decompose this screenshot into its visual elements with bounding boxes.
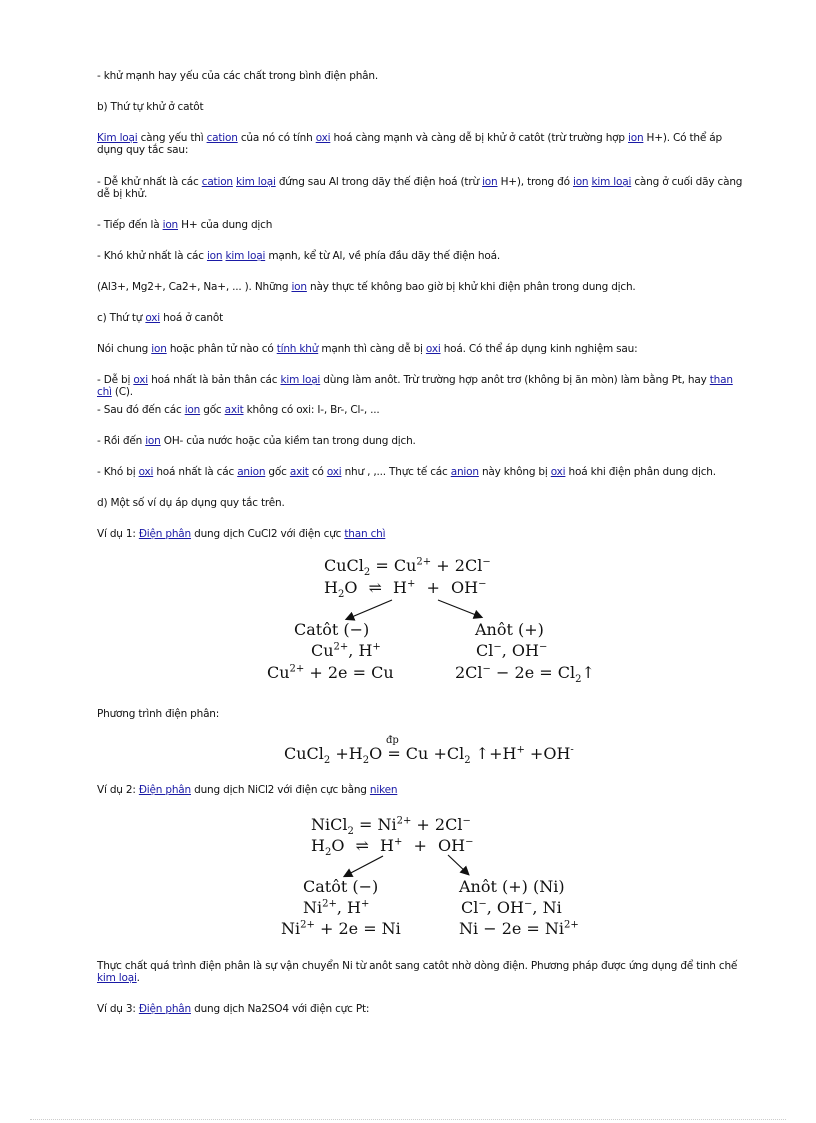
text: , H (336, 898, 361, 917)
text: OH (450, 578, 479, 597)
link-oxi[interactable]: oxi (425, 343, 441, 355)
link-ion[interactable]: ion (162, 219, 179, 231)
text: Ví dụ 1: (97, 528, 139, 540)
paragraph (97, 960, 749, 984)
arrow-to-anode (448, 855, 468, 874)
text: . (136, 972, 140, 984)
text: O (331, 836, 345, 855)
text: + (426, 578, 440, 597)
arrow-to-cathode (347, 600, 392, 619)
text: - khử mạnh hay yếu của các chất trong bình điện phân. (97, 70, 379, 82)
text: dùng làm anôt. Trừ trường hợp anôt trơ (không bị ăn mòn) làm bằng Pt, hay (320, 374, 710, 386)
text: không có oxi: I-, Br-, Cl-, ... (243, 404, 380, 416)
text: này không bị (478, 466, 551, 478)
text: hoá nhất là các (153, 466, 238, 478)
link-anion[interactable]: anion (237, 466, 266, 478)
link-ion[interactable]: ion (145, 435, 161, 447)
equilibrium-arrow: ⇌ (355, 836, 369, 855)
link-oxi[interactable]: oxi (133, 374, 148, 386)
text: Ví dụ 3: (97, 1003, 139, 1015)
text: - Khó bị (97, 466, 139, 478)
page-bottom-divider (30, 1119, 786, 1120)
charge: − (478, 578, 487, 590)
subscript: 2 (362, 755, 370, 767)
arrow-to-anode (438, 600, 481, 617)
link-axit[interactable]: axit (224, 404, 244, 416)
charge: + (407, 578, 416, 590)
text: gốc (200, 404, 225, 416)
charge: 2+ (289, 663, 305, 675)
text: OH (437, 836, 466, 855)
subscript: 2 (363, 567, 371, 579)
text: càng ở cuối dãy càng dễ bị khử. (97, 176, 743, 200)
subscript: 2 (575, 674, 582, 686)
link-oxi[interactable]: oxi (145, 312, 161, 324)
link-niken[interactable]: niken (369, 784, 398, 796)
charge: + (361, 898, 370, 910)
text: hoá nhất là bản thân các (147, 374, 281, 386)
text: NiCl (311, 815, 348, 834)
link-kim-loai[interactable]: kim loại (591, 176, 632, 188)
subscript: 2 (464, 755, 471, 767)
text: dung dịch NiCl2 với điện cực bằng (190, 784, 370, 796)
text: Ni (377, 815, 397, 834)
text: đứng sau Al trong dãy thế điện hoá (trừ (275, 176, 483, 188)
text: này thực tế không bao giờ bị khử khi điện phân trong dung dịch. (306, 281, 636, 293)
text: + (413, 836, 427, 855)
text: dung dịch Na2SO4 với điện cực Pt: (190, 1003, 370, 1015)
link-ion[interactable]: ion (184, 404, 201, 416)
text: ↑+H (470, 744, 517, 763)
text: H (393, 578, 407, 597)
text: như , ,... Thực tế các (341, 466, 451, 478)
link-ion[interactable]: ion (291, 281, 307, 293)
text: H+), trong đó (497, 176, 573, 188)
label-dp: đp (386, 735, 399, 746)
text: + 2e = Cu (304, 663, 394, 682)
link-cation[interactable]: cation (206, 132, 238, 144)
charge: 2+ (322, 898, 337, 910)
link-anion[interactable]: anion (450, 466, 479, 478)
text: (Al3+, Mg2+, Ca2+, Na+, ... ). Những (97, 281, 292, 293)
text: + 2e = Ni (314, 919, 401, 938)
text: H (380, 836, 394, 855)
text: hoá khi điện phân dung dịch. (565, 466, 716, 478)
text: H+ của dung dịch (178, 219, 273, 231)
text: Cl (476, 641, 494, 660)
text: Cu (311, 641, 334, 660)
text: dung dịch CuCl2 với điện cực (190, 528, 345, 540)
text: Ni (303, 898, 323, 917)
text: Nói chung (97, 343, 152, 355)
text: - Tiếp đến là (97, 219, 163, 231)
text: hoá. Có thể áp dụng kinh nghiệm sau: (440, 343, 638, 355)
text: - Khó khử nhất là các (97, 250, 207, 262)
link-oxi[interactable]: oxi (138, 466, 154, 478)
link-oxi[interactable]: oxi (315, 132, 331, 144)
link-ion[interactable]: ion (628, 132, 644, 144)
text: = (375, 556, 389, 575)
link-ion[interactable]: ion (206, 250, 223, 262)
link-kim-loai[interactable]: kim loại (236, 176, 276, 188)
text: mạnh, kể từ Al, về phía đầu dãy thế điện hoá. (265, 250, 500, 262)
charge: + (516, 744, 525, 756)
cathode-title: Catôt (−) (294, 620, 370, 639)
text: , H (348, 641, 373, 660)
text: càng yếu thì (137, 132, 207, 144)
text: H+). Có thể áp dụng quy tắc sau: (97, 132, 722, 156)
link-kim-loai[interactable]: Kim loại (97, 132, 138, 144)
text: Cl (461, 898, 479, 917)
charge: − (482, 663, 491, 675)
text: mạnh thì càng dễ bị (318, 343, 426, 355)
text: d) Một số ví dụ áp dụng quy tắc trên. (97, 497, 285, 509)
anode-title: Anôt (+) (475, 620, 544, 639)
text: , Ni (532, 898, 562, 917)
text: - Dễ bị (97, 374, 134, 386)
charge: − (493, 641, 502, 653)
link-tinh-khu[interactable]: tính khử (276, 343, 319, 355)
link-ion[interactable]: ion (572, 176, 589, 188)
text: , OH (501, 641, 539, 660)
charge: 2+ (300, 919, 315, 931)
text: , OH (486, 898, 524, 917)
text: 2Cl (434, 815, 463, 834)
text: hoặc phân tử nào có (166, 343, 277, 355)
link-cation[interactable]: cation (201, 176, 233, 188)
text: có (308, 466, 327, 478)
link-oxi[interactable]: oxi (326, 466, 342, 478)
arrow-to-cathode (345, 856, 383, 876)
charge: − (462, 815, 471, 827)
text: hoá càng mạnh và càng dễ bị khử ở catôt (trừ trường hợp (330, 132, 628, 144)
link-dien-phan[interactable]: Điện phân (138, 528, 191, 540)
subscript: 2 (337, 589, 345, 601)
text: + (416, 815, 430, 834)
text: hoá ở canôt (160, 312, 223, 324)
charge: − (465, 836, 474, 848)
text: 2Cl (455, 663, 483, 682)
text: (C). (111, 386, 133, 398)
subscript: 2 (323, 755, 331, 767)
text: CuCl (284, 744, 324, 763)
text: H (324, 578, 338, 597)
subscript: 2 (347, 826, 354, 838)
text: - Rồi đến (97, 435, 146, 447)
link-dien-phan[interactable]: Điện phân (138, 784, 191, 796)
link-kim-loai[interactable]: kim loại (225, 250, 266, 262)
text: Cu (267, 663, 290, 682)
text: O (369, 744, 388, 763)
link-ion[interactable]: ion (482, 176, 498, 188)
text: - Dễ khử nhất là các (97, 176, 202, 188)
subscript: 2 (324, 847, 332, 859)
text: = (358, 815, 373, 834)
charge: − (524, 898, 533, 910)
cathode-title: Catôt (−) (303, 877, 379, 896)
text: +OH (524, 744, 571, 763)
example-3-heading (97, 1003, 749, 1015)
link-than-chi[interactable]: than chì (97, 374, 733, 398)
link-ion[interactable]: ion (151, 343, 167, 355)
charge: 2+ (396, 815, 412, 827)
text: Cu +Cl (400, 744, 465, 763)
text: Cu (393, 556, 417, 575)
text: +H (330, 744, 363, 763)
text: − 2e = Cl (490, 663, 576, 682)
link-oxi[interactable]: oxi (550, 466, 566, 478)
text: gốc (265, 466, 290, 478)
text: của nó có tính (237, 132, 316, 144)
link-kim-loai[interactable]: kim loại (280, 374, 321, 386)
text: = (387, 744, 401, 763)
charge: 2+ (564, 919, 579, 931)
text: OH- của nước hoặc của kiềm tan trong dung dịch. (160, 435, 416, 447)
text: Phương trình điện phân: (97, 708, 220, 720)
text: c) Thứ tự (97, 312, 146, 324)
text: H (311, 836, 325, 855)
text: - Sau đó đến các (97, 404, 185, 416)
text: b) Thứ tự khử ở catôt (97, 101, 204, 113)
link-dien-phan[interactable]: Điện phân (138, 1003, 191, 1015)
link-than-chi[interactable]: than chì (344, 528, 386, 540)
text: Thực chất quá trình điện phân là sự vận chuyển Ni từ anôt sang catôt nhờ dòng điện. Phương pháp được ứng dụng để tinh chế (97, 960, 738, 972)
charge: 2+ (416, 556, 432, 568)
charge: − (539, 641, 548, 653)
equilibrium-arrow: ⇌ (368, 578, 382, 597)
link-axit[interactable]: axit (289, 466, 309, 478)
gas-arrow: ↑ (581, 663, 595, 682)
anode-title: Anôt (+) (Ni) (459, 877, 565, 896)
charge: + (372, 641, 381, 653)
charge: 2+ (333, 641, 349, 653)
text: Ni − 2e = Ni (459, 919, 565, 938)
text: Ví dụ 2: (97, 784, 139, 796)
text: Ni (281, 919, 301, 938)
charge: - (570, 744, 574, 756)
charge: − (478, 898, 487, 910)
charge: − (482, 556, 491, 568)
text: O (344, 578, 358, 597)
link-kim-loai[interactable]: kim loại (97, 972, 137, 984)
text: CuCl (324, 556, 364, 575)
text: 2Cl (454, 556, 483, 575)
charge: + (394, 836, 403, 848)
text: + (436, 556, 450, 575)
